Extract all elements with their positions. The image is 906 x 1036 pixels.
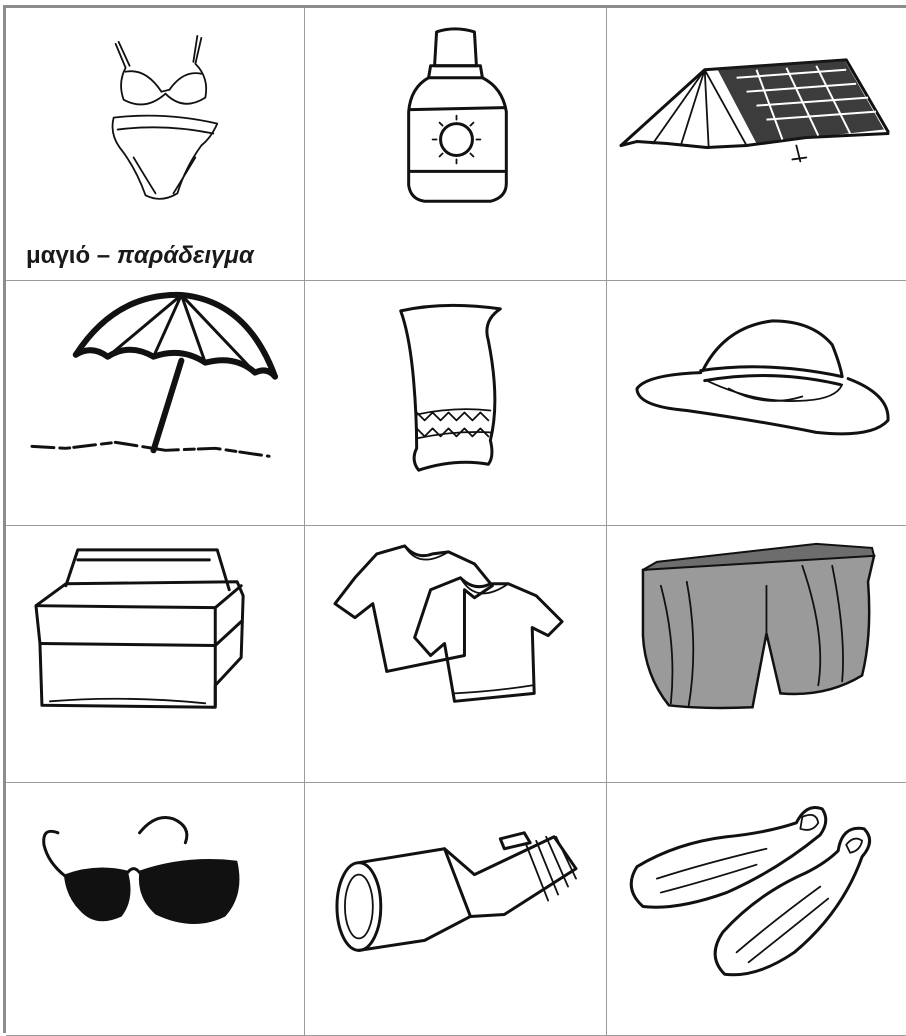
example-word: μαγιό <box>26 242 91 269</box>
example-caption <box>26 242 254 270</box>
picture-grid <box>3 5 906 1033</box>
caption-separator: – <box>90 242 117 269</box>
cell-cooler-box <box>6 526 305 783</box>
tent-icon <box>607 8 906 280</box>
flashlight-icon <box>305 783 606 1035</box>
swimsuit-icon <box>6 8 304 280</box>
shorts-icon <box>607 526 906 782</box>
cell-swimsuit <box>6 8 305 281</box>
tshirts-icon <box>305 526 606 782</box>
cell-sunscreen <box>305 8 607 281</box>
cell-shorts <box>607 526 906 783</box>
cooler-box-icon <box>6 526 304 782</box>
beach-umbrella-icon <box>6 281 304 525</box>
cell-beach-umbrella <box>6 281 305 526</box>
cell-sunglasses <box>6 783 305 1036</box>
cell-tent <box>607 8 906 281</box>
cell-towel <box>305 281 607 526</box>
example-note: παράδειγμα <box>116 242 254 269</box>
cell-sun-hat <box>607 281 906 526</box>
cell-flippers <box>607 783 906 1036</box>
sunglasses-icon <box>6 783 304 1035</box>
cell-tshirts <box>305 526 607 783</box>
cell-flashlight <box>305 783 607 1036</box>
sun-hat-icon <box>607 281 906 525</box>
sunscreen-bottle-icon <box>305 8 606 280</box>
towel-icon <box>305 281 606 525</box>
flippers-icon <box>607 783 906 1035</box>
